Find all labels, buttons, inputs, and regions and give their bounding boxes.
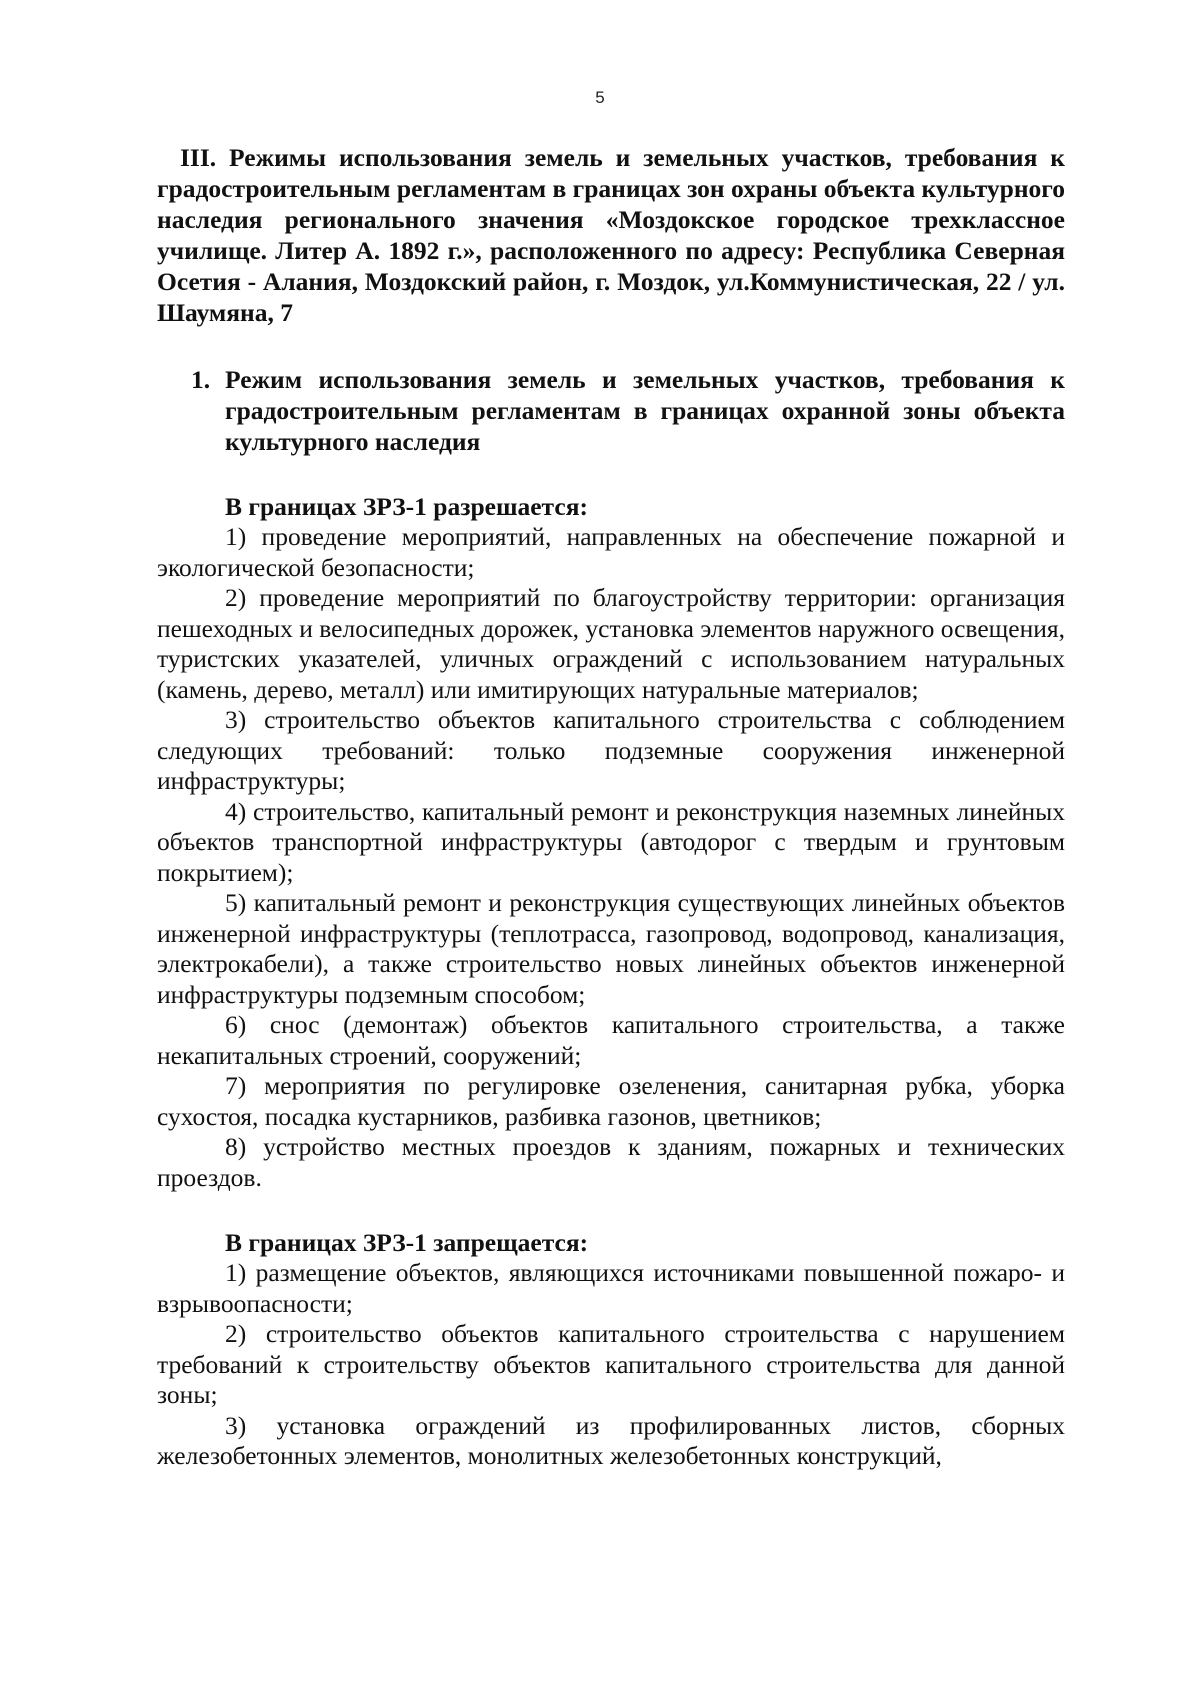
allowed-item: 3) строительство объектов капитального строительства с соблюдением следующих требований: только подземные сооружения инженерной инфраструктуры;	[157, 705, 1065, 795]
allowed-item: 4) строительство, капитальный ремонт и реконструкция наземных линейных объектов транспортной инфраструктуры (автодорог с твердым и грунтовым покрытием);	[157, 796, 1065, 887]
allowed-item: 6) снос (демонтаж) объектов капитального строительства, а также некапитальных строений, сооружений;	[157, 1010, 1065, 1070]
page-number: 5	[595, 88, 605, 107]
document-title: III. Режимы использования земель и земельных участков, требования к градостроительным регламентам в границах зон охраны объекта культурного наследия регионального значения «Моздокское городское трехклассное училище. Литер А. 1892 г.», расположенного по адресу: Республика Северная Осетия - Алания, Моздокский район, г. Моздок, ул.Коммунистическая, 22 / ул. Шаумяна, 7	[157, 143, 1066, 327]
allowed-item: 8) устройство местных проездов к зданиям, пожарных и технических проездов.	[157, 1132, 1065, 1192]
section-title: Режим использования земель и земельных участков, требования к градостроительным регламентам в границах охранной зоны объекта культурного наследия	[225, 365, 1065, 456]
allowed-item: 1) проведение мероприятий, направленных на обеспечение пожарной и экологической безопасности;	[157, 522, 1065, 582]
allowed-heading: В границах ЗРЗ-1 разрешается:	[225, 492, 588, 521]
prohibited-list	[157, 1258, 1065, 1472]
prohibited-item: 2) строительство объектов капитального строительства с нарушением требований к строительству объектов капитального строительства для данной зоны;	[157, 1319, 1065, 1409]
prohibited-heading: В границах ЗРЗ-1 запрещается:	[225, 1228, 589, 1257]
prohibited-item: 3) установка ограждений из профилированных листов, сборных железобетонных элементов, монолитных железобетонных конструкций,	[157, 1410, 1065, 1470]
prohibited-item: 1) размещение объектов, являющихся источниками повышенной пожаро- и взрывоопасности;	[157, 1258, 1065, 1318]
section-heading	[157, 364, 1065, 457]
allowed-item: 7) мероприятия по регулировке озеленения, санитарная рубка, уборка сухостоя, посадка кустарников, разбивка газонов, цветников;	[157, 1071, 1065, 1131]
allowed-item: 2) проведение мероприятий по благоустройству территории: организация пешеходных и велосипедных дорожек, установка элементов наружного освещения, туристских указателей, уличных ограждений с использованием натуральных (камень, дерево, металл) или имитирующих натуральные материалов;	[157, 583, 1065, 704]
section-number: 1.	[191, 365, 211, 394]
allowed-list	[157, 522, 1065, 1193]
allowed-item: 5) капитальный ремонт и реконструкция существующих линейных объектов инженерной инфраструктуры (теплотрасса, газопровод, водопровод, канализация, электрокабели), а также строительство новых линейных объектов инженерной инфраструктуры подземным способом;	[157, 888, 1065, 1009]
document-body	[157, 142, 1065, 1472]
